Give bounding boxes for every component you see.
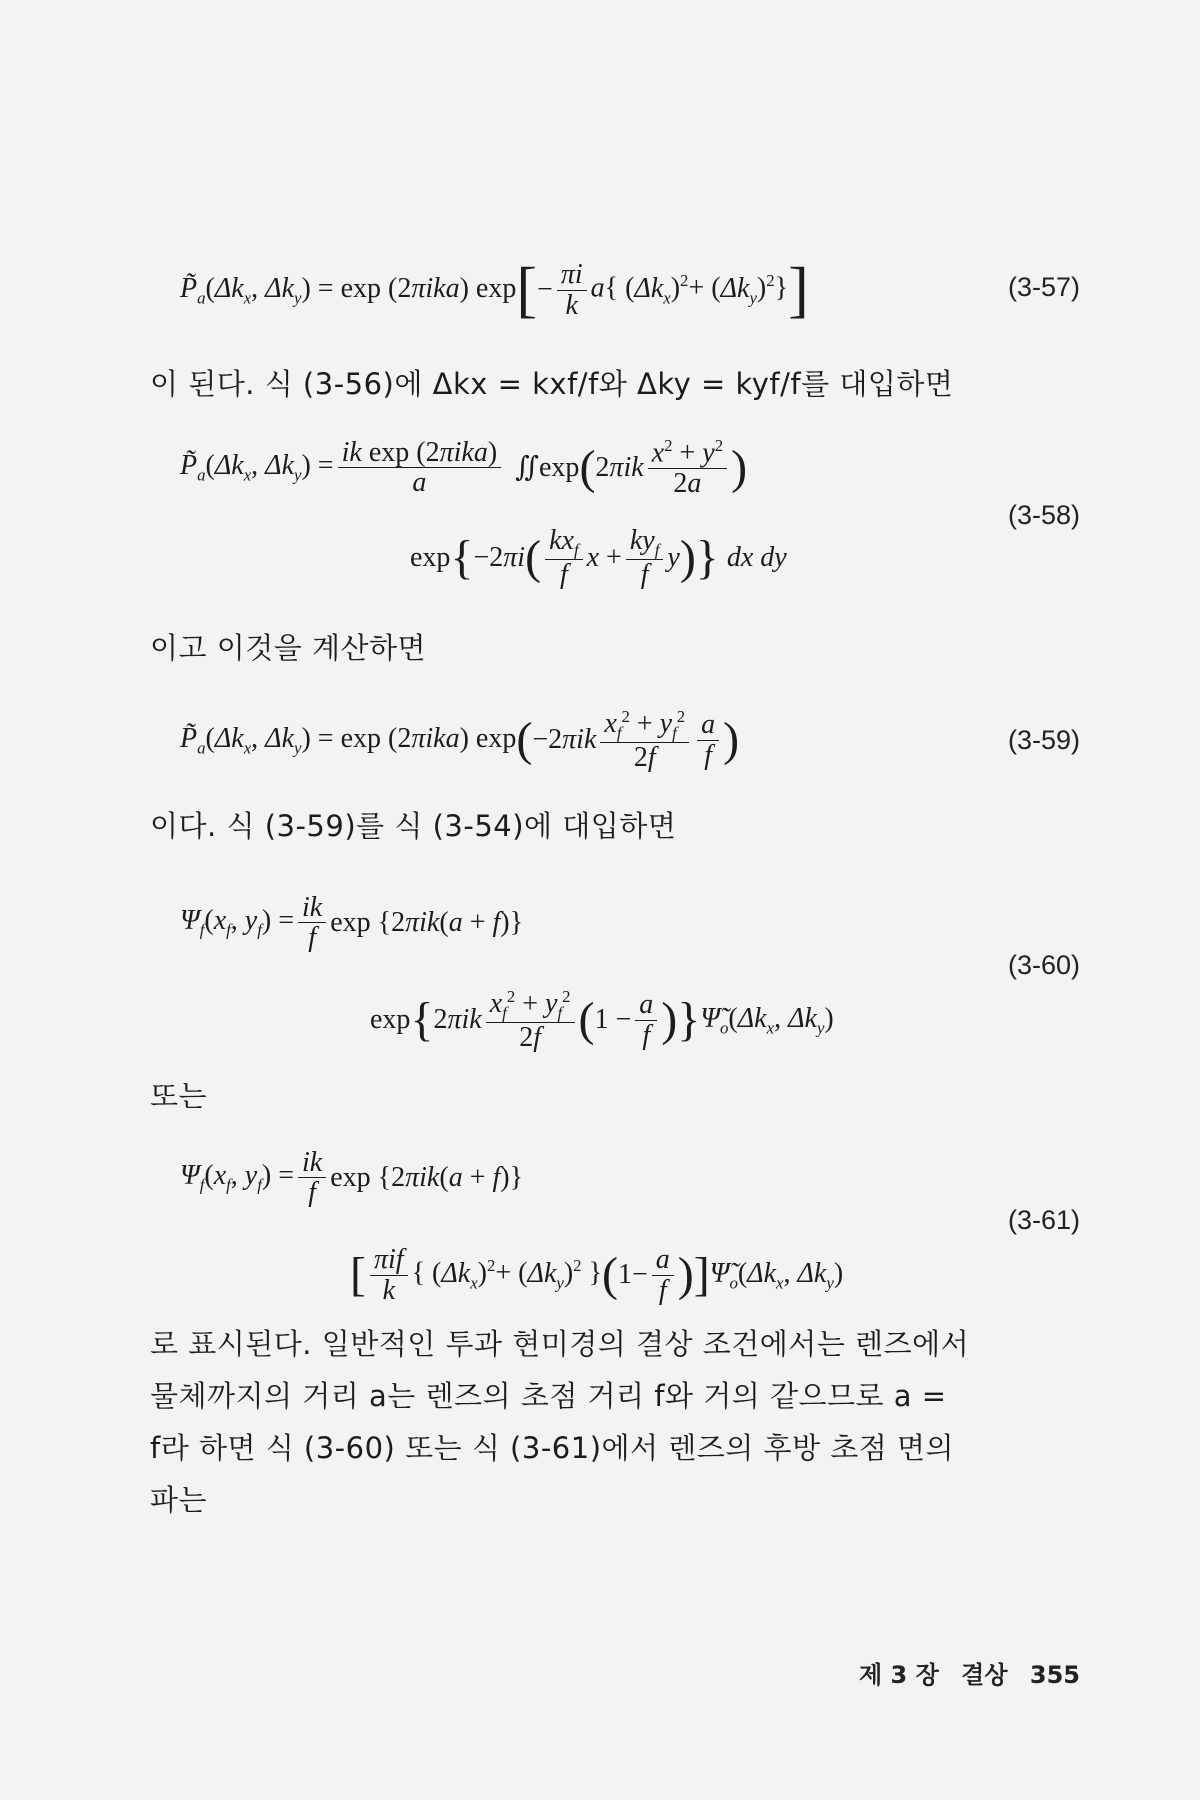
equation-3-61-line-2: [ $\frac{\text{πif}}{k}$ { $(\Delta k_x)^2+ (\Delta k_y)^2$ } ( 1− $\frac{a}{f}$ ) ] $\Psĩ_o(\Delta k_x$, $\Delta k_y$) <box>350 1244 844 1306</box>
section-label: 결상 <box>961 1661 1008 1689</box>
equation-3-57: $P̃_a(\Delta k_x$, $\Delta k_y) = \exp (2\pi ika)$ exp [ − $\frac{\pi i}{k}$ a{ $(\Delta k_x)^2+ (\Delta k_y)^2$} ] <box>180 256 809 324</box>
equation-3-59: $P̃_a(\Delta k_x$, $\Delta k_y) = \exp (2\pi ika)$ exp ( −2πik $\frac{x_f^2 + y_f^2}{2f}$ $\frac{a}{f}$ ) <box>180 706 740 774</box>
paragraph: 이다. 식 (3-59)를 식 (3-54)에 대입하면 <box>150 809 677 843</box>
paragraph-line: 물체까지의 거리 a는 렌즈의 초점 거리 f와 거의 같으므로 a = <box>150 1379 947 1413</box>
equation-number: (3-60) <box>1007 950 1080 980</box>
equation-number: (3-57) <box>1007 272 1080 302</box>
paragraph: 이 된다. 식 (3-56)에 Δkx = kxf/f와 Δky = kyf/f를 대입하면 <box>150 367 954 401</box>
page-footer <box>845 1655 1080 1690</box>
equation-3-61-line-1: $\Psi_f(x_f$, $y_f$) = $\frac{ik}{f}$ exp {2πik(a + f)} <box>180 1146 524 1208</box>
paragraph-line: 로 표시된다. 일반적인 투과 현미경의 결상 조건에서는 렌즈에서 <box>150 1327 970 1361</box>
equation-3-60-line-2: exp { 2πik $\frac{x_f^2 + y_f^2}{2f}$ ( 1 − $\frac{a}{f}$ ) } $\Psĩ_o(\Delta k_x$, $\Delta k_y$) <box>370 986 834 1054</box>
equation-3-58-line-2: exp { −2πi ( $\frac{kx_f}{f}$ x + $\frac{ky_f}{f}$ y ) } dx dy <box>410 524 787 590</box>
paragraph: 또는 <box>150 1079 208 1113</box>
paragraph-line: 파는 <box>150 1483 208 1517</box>
page-number: 355 <box>1029 1661 1080 1689</box>
equation-number: (3-58) <box>1007 500 1080 530</box>
equation-3-60-line-1: $\Psi_f(x_f$, $y_f$) = $\frac{ik}{f}$ exp {2πik(a + f)} <box>180 891 524 953</box>
chapter-label: 제 3 장 <box>859 1661 939 1689</box>
paragraph-line: f라 하면 식 (3-60) 또는 식 (3-61)에서 렌즈의 후방 초점 면의 <box>150 1431 955 1465</box>
equation-3-58-line-1: $P̃_a(\Delta k_x$, $\Delta k_y$) = $\frac{\text{ik exp (2πika)}}{a}$ ∬exp ( 2πik $\frac{x^2 + y^2}{2a}$ ) <box>180 435 748 499</box>
paragraph: 이고 이것을 계산하면 <box>150 631 427 665</box>
equation-number: (3-59) <box>1007 725 1080 755</box>
equation-number: (3-61) <box>1007 1205 1080 1235</box>
